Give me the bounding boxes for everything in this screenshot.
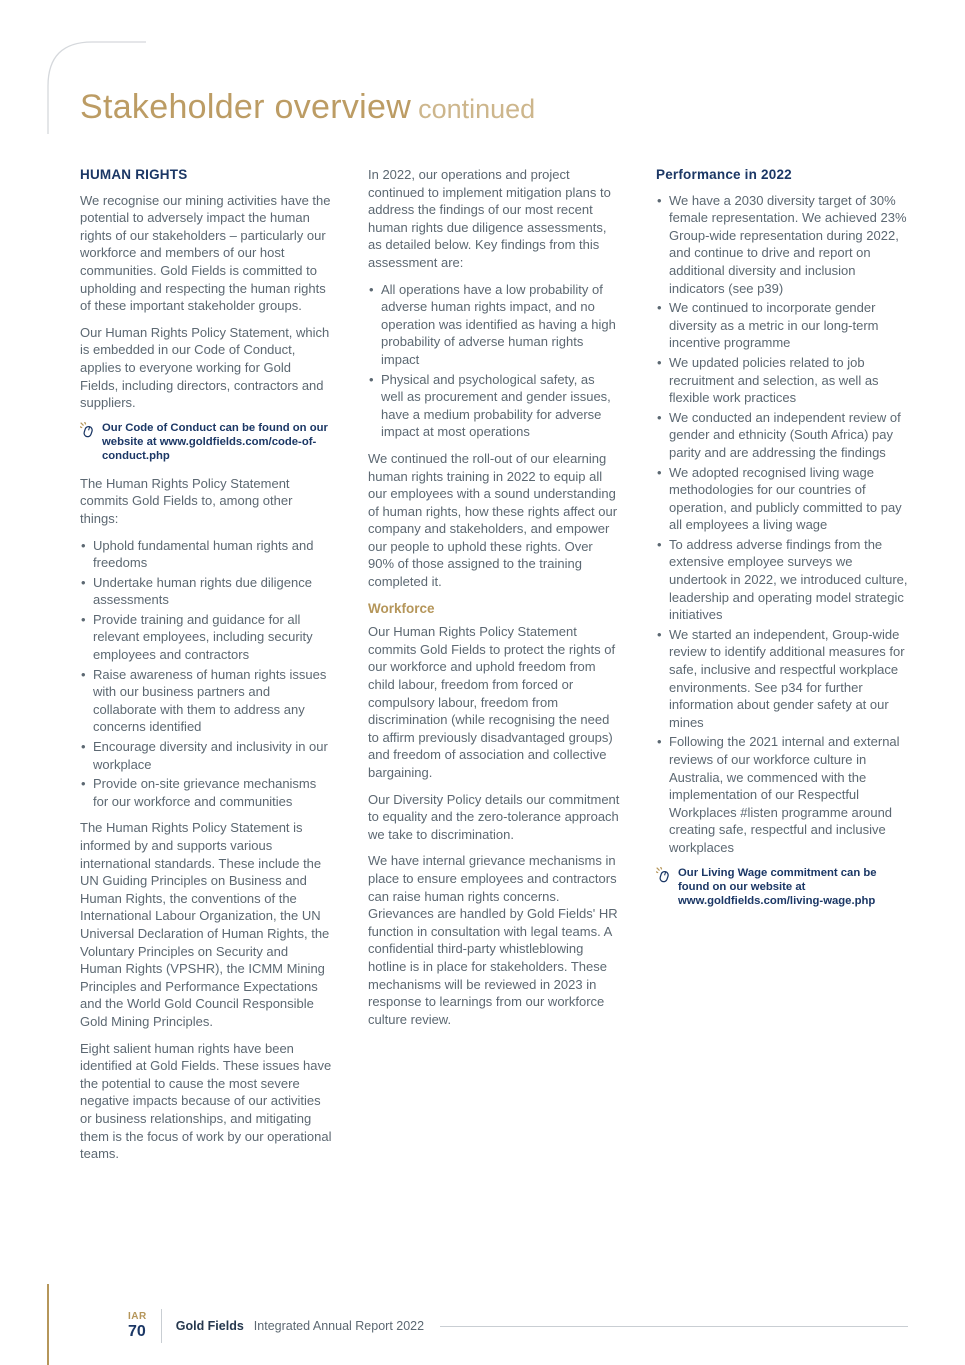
paragraph: We have internal grievance mechanisms in place to ensure employees and contractors can raise human rights concerns. Grievances are handled by Gold Fields' HR function in consultation with legal teams. A confidential third-party whistleblowing hotline is in place for stakeholders. These mechanisms will be reviewed in 2023 in response to learnings from our workforce culture review. — [368, 853, 618, 1027]
paragraph: Our Human Rights Policy Statement, which is embedded in our Code of Conduct, applies to everyone working for Gold Fields, including directors, contractors and suppliers. — [80, 324, 330, 411]
paragraph: We continued the roll-out of our elearning human rights training in 2022 to equip all our employees with a sound understanding of human rights, how these rights affect our company and stakeholders, and empower our people to uphold these rights. Over 90% of those assigned to the training completed it. — [368, 450, 618, 590]
page-footer — [128, 1309, 908, 1343]
report-tag: IAR — [128, 1311, 147, 1322]
mouse-link-icon — [656, 867, 672, 883]
list-item: • All operations have a low probability of adverse human rights impact, and no operation was identified as having a high probability of adverse human rights impact — [368, 281, 620, 369]
list-item: • Raise awareness of human rights issues with our business partners and collaborate with them to address any concerns identified — [80, 666, 332, 736]
heading-workforce: Workforce — [368, 600, 435, 616]
report-title: Integrated Annual Report 2022 — [253, 1319, 425, 1333]
footer-rule — [440, 1326, 908, 1327]
list-item: • Following the 2021 internal and external reviews of our workforce culture in Australia, we commenced with the implementation of our Respectful Workplaces #listen programme around creating safe, respectful and inclusive workplaces — [656, 733, 908, 856]
paragraph: The Human Rights Policy Statement commits Gold Fields to, among other things: — [80, 475, 293, 526]
code-of-conduct-link[interactable] — [80, 421, 332, 463]
link-text: Our Living Wage commitment can be found on our website at www.goldfields.com/living-wage.php — [678, 866, 877, 907]
list-item: • Uphold fundamental human rights and freedoms — [80, 537, 332, 572]
paragraph: Our Human Rights Policy Statement commits Gold Fields to protect the rights of our workforce and uphold freedom from child labour, freedom from forced or compulsory labour, freedom from discrimination (while recognising the need to affirm previously disadvantaged groups) and freedom of association and collective bargaining. — [368, 624, 616, 780]
list-item: • We conducted an independent review of gender and ethnicity (South Africa) pay parity and are addressing the findings — [656, 409, 908, 462]
list-item: • We continued to incorporate gender diversity as a metric in our long-term incentive programme — [656, 299, 908, 352]
list-item: • We adopted recognised living wage methodologies for our countries of operation, and publicly committed to pay all employees a living wage — [656, 464, 908, 534]
page-number-block — [128, 1311, 147, 1341]
company-name: Gold Fields — [175, 1319, 244, 1333]
commitments-list — [80, 537, 332, 811]
column-human-rights — [80, 166, 332, 1172]
living-wage-link[interactable] — [656, 866, 908, 908]
page-title-text: Stakeholder overview — [80, 88, 412, 126]
gold-edge-line — [47, 1284, 49, 1365]
heading-performance-2022: Performance in 2022 — [656, 167, 792, 182]
list-item: • Provide on-site grievance mechanisms for our workforce and communities — [80, 775, 332, 810]
list-item: • We have a 2030 diversity target of 30% female representation. We achieved 23% Group-wide representation during 2022, and continue to drive and report on additional diversity and inclusion indicators (see p39) — [656, 192, 908, 298]
page-number: 70 — [128, 1323, 146, 1340]
list-item: • Encourage diversity and inclusivity in our workplace — [80, 738, 332, 773]
link-text: Our Code of Conduct can be found on our website at www.goldfields.com/code-of-conduct.php — [102, 421, 328, 462]
column-performance-2022 — [656, 166, 908, 1172]
list-item: • Physical and psychological safety, as well as procurement and gender issues, have a medium probability for adverse impact at most operations — [368, 371, 620, 441]
list-item: • We updated policies related to job recruitment and selection, as well as flexible work practices — [656, 354, 908, 407]
list-item: • To address adverse findings from the extensive employee surveys we undertook in 2022, we introduced culture, leadership and operating model strategic initiatives — [656, 536, 908, 624]
list-item: • We started an independent, Group-wide review to identify additional measures for safe, inclusive and respectful workplace environments. See p34 for further information about gender safety at our mines — [656, 626, 908, 732]
page-title — [80, 88, 535, 127]
list-item: • Provide training and guidance for all relevant employees, including security employees and contractors — [80, 611, 332, 664]
list-item: • Undertake human rights due diligence assessments — [80, 574, 332, 609]
column-mitigation-workforce — [368, 166, 620, 1172]
findings-list — [368, 281, 620, 441]
mouse-link-icon — [80, 422, 96, 438]
heading-human-rights: HUMAN RIGHTS — [80, 167, 188, 182]
page-title-suffix: continued — [418, 94, 536, 124]
paragraph: Eight salient human rights have been identified at Gold Fields. These issues have the potential to cause the most severe negative impacts because of our activities or business relationships, and mitigating them is the focus of work by our operational teams. — [80, 1040, 332, 1162]
performance-list — [656, 192, 908, 857]
paragraph: In 2022, our operations and project continued to implement mitigation plans to address the findings of our most recent human rights due diligence assessments, as detailed below. Key findings from this assessment are: — [368, 167, 611, 270]
paragraph: We recognise our mining activities have the potential to adversely impact the human rights of our stakeholders – particularly our workforce and members of our host communities. Gold Fields is committed to upholding and respecting the human rights of these important stakeholder groups. — [80, 192, 331, 314]
footer-divider — [161, 1309, 162, 1343]
paragraph: Our Diversity Policy details our commitment to equality and the zero-tolerance approach we take to discrimination. — [368, 791, 620, 842]
paragraph: The Human Rights Policy Statement is informed by and supports various international standards. These include the UN Guiding Principles on Business and Human Rights, the conventions of the International Labour Organization, the UN Universal Declaration of Human Rights, the Voluntary Principles on Security and Human Rights (VPSHR), the ICMM Mining Principles and Performance Expectations and the World Gold Council Responsible Gold Mining Principles. — [80, 820, 330, 1029]
content-columns — [80, 166, 908, 1172]
